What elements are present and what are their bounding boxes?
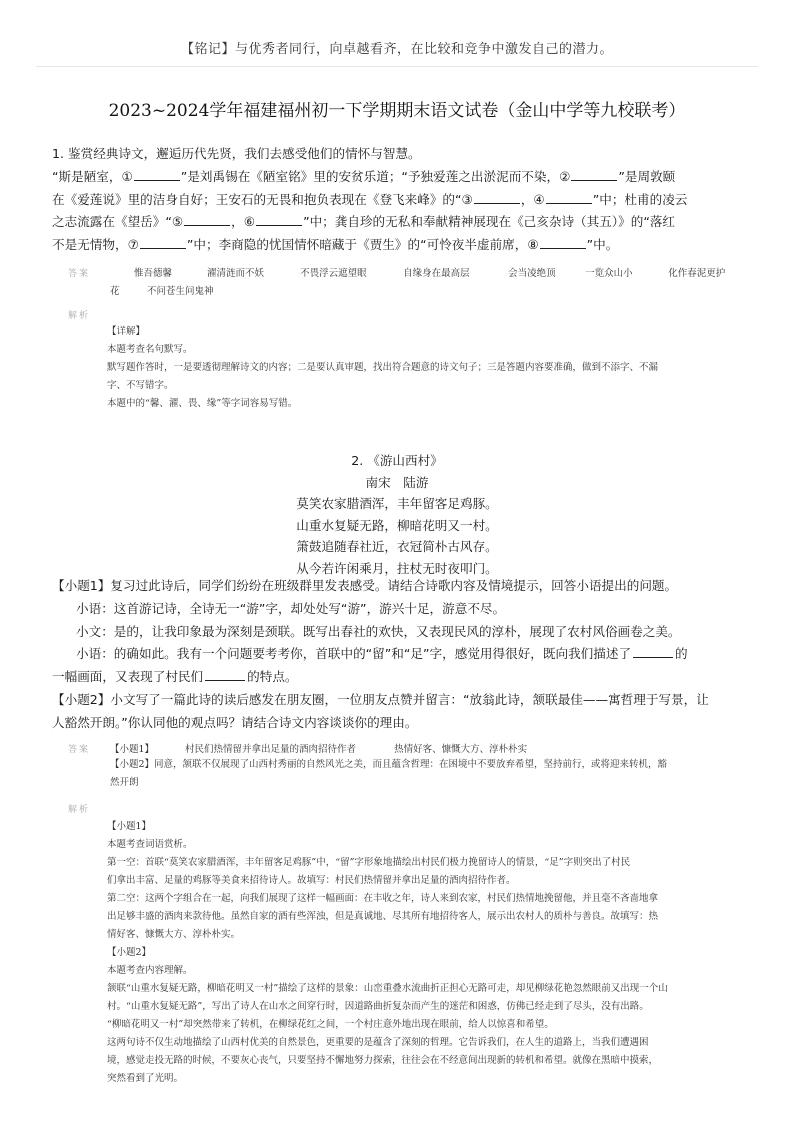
answer-item: 不畏浮云遮望眼 (300, 268, 367, 279)
poem-line: 从今若许闲乘月，拄杖无时夜叩门。 (296, 560, 498, 576)
analysis-2 (107, 818, 747, 1088)
poem-line: 山重水复疑无路，柳暗花明又一村。 (296, 517, 498, 533)
dialogue-line: 小文：是的，让我印象最为深刻是颈联。既写出春社的欢快，又表现民风的淳朴，展现了农村风俗画卷之美。 (76, 623, 681, 639)
analysis-label: 解析 (68, 311, 91, 321)
question-1-intro: 1. 鉴赏经典诗文，邂逅历代先贤，我们去感受他们的情怀与智慧。 (52, 146, 421, 161)
answer-item: 不问苍生问鬼神 (147, 286, 214, 297)
analysis-line: 【小题2】 (107, 947, 152, 958)
analysis-line: 情好客、慷慨大方、淳朴朴实。 (107, 929, 241, 940)
poem-author: 南宋 陆游 (365, 474, 429, 490)
question-1 (52, 143, 752, 257)
answer-blank-2 (571, 168, 617, 181)
answer-blank (205, 668, 245, 681)
analysis-line: 境，感觉走投无路的时候，不要灰心丧气，只要坚持不懈地努力探索，往往会在不经意间出现新的转机和希望。就像在黑暗中摸索， (107, 1055, 659, 1066)
analysis-line: 这两句诗不仅生动地描绘了山西村优美的自然景色，更重要的是蕴含了深刻的哲理。它告诉我们，在人生的道路上，当我们遭遇困 (107, 1037, 649, 1048)
sub-question-1: 【小题1】复习过此诗后，同学们纷纷在班级群里发表感受。请结合诗歌内容及情境提示，回答小语提出的问题。 (52, 578, 678, 593)
answer-item: 一览众山小 (585, 268, 633, 279)
poem-heading: 2. 《游山西村》 (351, 453, 443, 468)
dialogue-line: 小语：这首游记诗，全诗无一“游”字，却处处写“游”，游兴十足，游意不尽。 (76, 600, 506, 616)
question-1-line: “斯是陋室，① ”是刘禹锡在《陋室铭》里的安贫乐道；“予独爱莲之出淤泥而不染，② ”是周敦颐 (52, 168, 676, 184)
poem-line: 箫鼓追随春社近，衣冠简朴古风存。 (296, 539, 498, 555)
answer-item: 惟吾德馨 (134, 268, 173, 279)
analysis-line: 颔联“山重水复疑无路，柳暗花明又一村”描绘了这样的景象：山峦重叠水流曲折正担心无路可走，却见柳绿花艳忽然眼前又出现一个山 (107, 983, 668, 994)
analysis-line: 突然看到了光明。 (107, 1073, 184, 1084)
question-2 (52, 575, 752, 735)
answer-item: 会当凌绝顶 (508, 268, 556, 279)
answer-blank-5 (184, 213, 230, 226)
analysis-label: 解析 (68, 805, 91, 815)
answer-item: 濯清涟而不妖 (207, 268, 265, 279)
analysis-line: 【小题1】 (107, 821, 152, 832)
divider (36, 66, 758, 67)
analysis-line: 村。“山重水复疑无路”，写出了诗人在山水之间穿行时，因道路曲折复杂而产生的迷茫和困惑，仿佛已经走到了尽头，没有出路。 (107, 1001, 649, 1012)
analysis-line: 本题考查名句默写。 (107, 344, 193, 355)
analysis-line: 第二空：这两个字组合在一起，向我们展现了这样一幅画面：在丰收之年，诗人来到农家，村民们热情地挽留他，并且毫不吝啬地拿 (107, 893, 659, 904)
answer-item: 热情好客、慷慨大方、淳朴朴实 (394, 744, 528, 755)
answer-label: 答案 (68, 269, 91, 279)
answer-item: 自缘身在最高层 (403, 268, 470, 279)
answer-item: 花 (110, 286, 120, 297)
answer-blank-8 (540, 236, 586, 249)
dialogue-line: 小语：的确如此。我有一个问题要考考你，首联中的“留”和“足”字，感觉用得很好，既向我们描述了 的 (76, 646, 688, 662)
poem (0, 450, 794, 580)
page-title: 2023~2024学年福建福州初一下学期期末语文试卷（金山中学等九校联考） (108, 101, 686, 121)
answer-label: 答案 (68, 745, 91, 755)
sub-question-2: 【小题2】小文写了一篇此诗的读后感发在朋友圈，一位朋友点赞并留言：“放翁此诗，颔联最佳——寓哲理于写景，让 (52, 691, 709, 707)
answer-item: 村民们热情留并拿出足量的酒肉招待作者 (185, 744, 357, 755)
dialogue-line: 一幅画面，又表现了村民们 的特点。 (52, 669, 298, 685)
answer-blank-7 (140, 236, 186, 249)
answer-blank (633, 645, 673, 658)
analysis-line: 们拿出丰富、足量的鸡豚等美食来招待诗人。故填写：村民们热情留并拿出足量的酒肉招待作者。 (107, 875, 516, 886)
answer-item: 化作春泥更护 (668, 268, 726, 279)
answer-1-row (134, 265, 725, 279)
analysis-line: 字、不写错字。 (107, 380, 174, 391)
analysis-line: 第一空：首联“莫笑农家腊酒浑，丰年留客足鸡豚”中，“留”字形象地描绘出村民们极力挽留诗人的情景，“足”字则突出了村民 (107, 857, 631, 868)
answer-1-row (110, 283, 214, 297)
analysis-line: 默写题作答时，一是要透彻理解诗文的内容；二是要认真审题，找出符合题意的诗文句子；三是答题内容要准确，做到不添字、不漏 (107, 362, 659, 373)
analysis-line: 出足够丰盛的酒肉来款待他。虽然自家的酒有些浑浊，但是真诚地、尽其所有地招待客人，展示出农村人的质朴与善良。故填写：热 (107, 911, 659, 922)
analysis-line: 本题考查内容理解。 (107, 965, 193, 976)
question-1-line: 之志流露在《望岳》“⑤ ，⑥ ”中；龚自珍的无私和奉献精神展现在《己亥杂诗（其五）》的“落红 (52, 214, 676, 230)
sub-question-2: 人豁然开朗。”你认同他的观点吗？请结合诗文内容谈谈你的理由。 (52, 714, 418, 730)
poem-line: 莫笑农家腊酒浑，丰年留客足鸡豚。 (296, 496, 498, 512)
answer-tag: 【小题1】 (110, 744, 155, 755)
answer-blank-1 (134, 168, 180, 181)
answer-blank-6 (256, 213, 302, 226)
analysis-1 (107, 323, 747, 413)
analysis-heading: 【详解】 (107, 326, 146, 337)
answer-2-row (110, 741, 527, 755)
answer-blank-4 (546, 191, 592, 204)
question-1-line: 不是无情物，⑦ ”中；李商隐的忧国情怀暗藏于《贾生》的“可怜夜半虚前席，⑧ ”中。 (52, 237, 619, 253)
motto-banner: 【铭记】与优秀者同行，向卓越看齐，在比较和竞争中激发自己的潜力。 (180, 42, 613, 57)
analysis-line: 本题考查词语赏析。 (107, 839, 193, 850)
question-1-line: 在《爱莲说》里的洁身自好；王安石的无畏和抱负表现在《登飞来峰》的“③ ，④ ”中；杜甫的凌云 (52, 191, 688, 207)
answer-blank-3 (474, 191, 520, 204)
answer-2-text: 【小题2】同意，颔联不仅展现了山西村秀丽的自然风光之美，而且蕴含哲理：在困境中不要放弃希望，坚持前行，或将迎来转机，豁 然开朗 (110, 759, 668, 788)
analysis-line: “柳暗花明又一村”却突然带来了转机，在柳绿花红之间，一个村庄意外地出现在眼前，给人以惊喜和希望。 (107, 1019, 554, 1030)
analysis-line: 本题中的“馨、濯、畏、缘”等字词容易写错。 (107, 398, 298, 409)
